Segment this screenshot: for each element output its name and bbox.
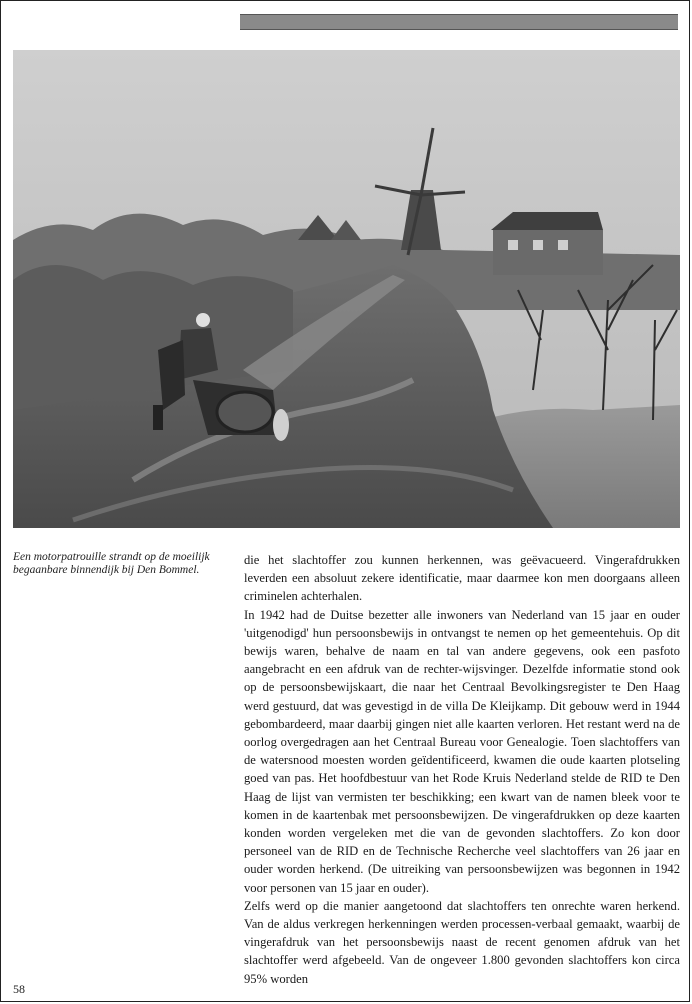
paragraph: die het slachtoffer zou kunnen herkennen, was geëvacueerd. Vingerafdrukken leverden een absoluut zekere identificatie, maar daarmee kon men doorgaans alleen criminelen achterhalen.	[244, 553, 680, 604]
body-text	[244, 551, 680, 988]
header-bar	[240, 14, 678, 30]
paragraph: Zelfs werd op die manier aangetoond dat slachtoffers ten onrechte waren herkend. Van de aldus verkregen herkenningen werden processen-verbaal gemaakt, waarbij de vingerafdruk van het persoonsbewijs naast de recent genomen afdruk van het slachtoffer werd afgebeeld. Van de ongeveer 1.800 gevonden slachtoffers kon circa 95% worden	[244, 898, 680, 986]
page-number: 58	[13, 982, 25, 996]
photograph	[13, 50, 680, 528]
photo-caption: Een motorpatrouille strandt op de moeilijk begaanbare binnendijk bij Den Bommel.	[13, 551, 210, 577]
paragraph: In 1942 had de Duitse bezetter alle inwoners van Nederland van 15 jaar en ouder 'uitgenodigd' hun persoonsbewijs in ontvangst te nemen op het gemeentehuis. Op dit bewijs waren, behalve de naam en tal van andere gegevens, ook een pasfoto aangebracht en een afdruk van de rechter-wijsvinger. Dezelfde informatie stond ook op de persoonsbewijskaart, die naar het Centraal Bevolkingsregister te Den Haag werd gestuurd, dat was gevestigd in de villa De Kleijkamp. Dit gebouw werd in 1944 gebombardeerd, maar daarbij gingen niet alle kaarten verloren. Het restant werd na de oorlog overgedragen aan het Centraal Bureau voor Genealogie. Toen slachtoffers van de watersnood moesten worden geïdentificeerd, kwamen die oude kaarten plotseling goed van pas. Het hoofdbestuur van het Rode Kruis Nederland stelde de RID te Den Haag de lijst van vermisten ter beschikking; een kwart van de namen bleek voor te komen in de kaartenbak met persoonsbewijzen. De vingerafdrukken op deze kaarten konden worden vergeleken met die van de gevonden slachtoffers. Zo kon door personeel van de RID en de Technische Recherche veel slachtoffers van 26 jaar en ouder worden herkend. (De uitreiking van persoonsbewijzen was begonnen in 1942 voor personen van 15 jaar en ouder).	[244, 607, 680, 895]
